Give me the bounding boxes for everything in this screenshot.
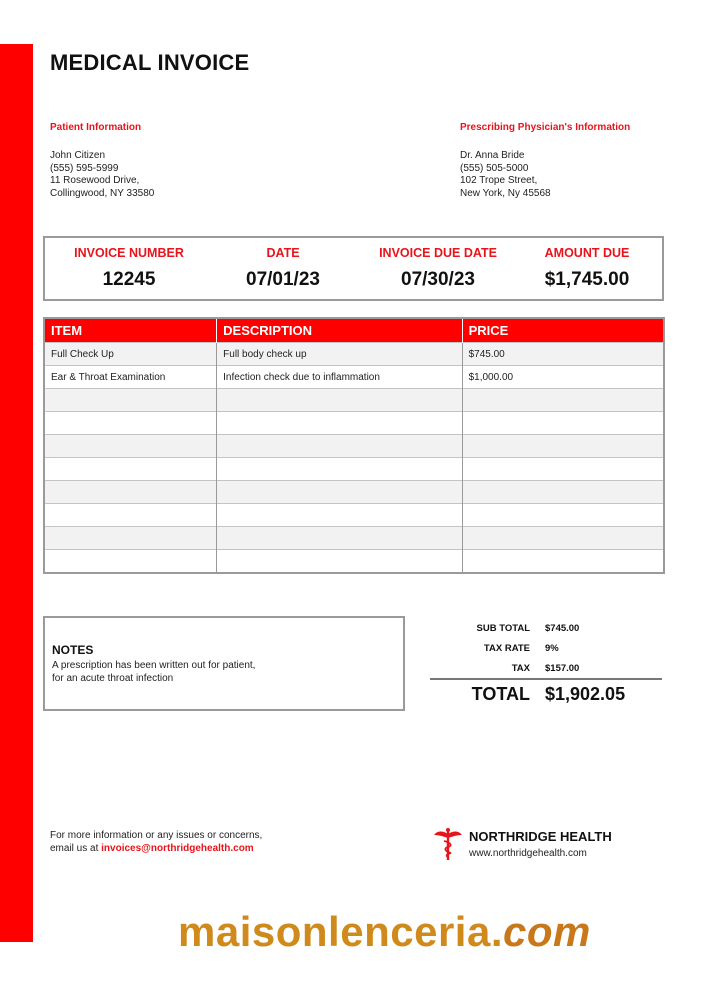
column-header-price: PRICE [462,318,664,343]
notes-line-2: for an acute throat infection [52,672,174,684]
invoice-date-value: 07/01/23 [246,269,320,290]
price-cell [462,389,664,412]
price-cell: $745.00 [462,343,664,366]
item-cell [44,550,217,574]
physician-phone: (555) 505-5000 [460,162,529,174]
item-cell [44,435,217,458]
table-row [44,389,664,412]
column-header-item: ITEM [44,318,217,343]
item-cell [44,458,217,481]
watermark [178,908,591,956]
invoice-items-table [43,317,665,574]
contact-email-link[interactable]: invoices@northridgehealth.com [101,843,254,854]
table-row [44,343,664,366]
price-cell [462,412,664,435]
subtotal-value: $745.00 [545,623,580,634]
brand-name: NORTHRIDGE HEALTH [469,829,612,844]
item-cell [44,527,217,550]
patient-name: John Citizen [50,150,106,161]
tax-value: $157.00 [545,663,580,674]
table-row [44,458,664,481]
contact-line-2 [50,842,262,855]
item-cell [44,481,217,504]
notes-text [52,660,255,685]
table-row [44,435,664,458]
description-cell [217,527,462,550]
subtotal-label: SUB TOTAL [476,623,530,634]
table-row [44,550,664,574]
brand-website-link[interactable]: www.northridgehealth.com [469,848,587,859]
patient-info-block [50,150,154,200]
invoice-due-date-label: INVOICE DUE DATE [379,246,497,260]
item-cell: Full Check Up [44,343,217,366]
amount-due-cell [517,238,657,291]
description-cell [217,550,462,574]
item-cell [44,389,217,412]
invoice-number-value: 12245 [102,269,156,290]
total-divider [430,678,662,680]
physician-address-line2: New York, Ny 45568 [460,187,551,199]
item-cell [44,412,217,435]
invoice-number-cell [55,238,203,291]
description-cell [217,504,462,527]
price-cell [462,527,664,550]
price-cell [462,481,664,504]
description-cell [217,458,462,481]
amount-due-value: $1,745.00 [544,269,630,290]
description-cell: Infection check due to inflammation [217,366,462,389]
table-row [44,412,664,435]
caduceus-icon [433,826,463,862]
patient-phone: (555) 595-5999 [50,162,119,174]
price-cell [462,458,664,481]
table-row [44,366,664,389]
contact-prefix: email us at [50,843,102,854]
patient-address-line2: Collingwood, NY 33580 [50,187,155,199]
invoice-date-cell [208,238,358,291]
description-cell [217,435,462,458]
invoice-due-date-cell [363,238,513,291]
description-cell: Full body check up [217,343,462,366]
column-header-description: DESCRIPTION [217,318,462,343]
price-cell: $1,000.00 [462,366,664,389]
invoice-date-label: DATE [266,246,300,260]
price-cell [462,550,664,574]
table-row [44,527,664,550]
invoice-number-label: INVOICE NUMBER [74,246,184,260]
price-cell [462,435,664,458]
notes-title: NOTES [52,643,94,657]
tax-rate-value: 9% [545,643,559,654]
total-label: TOTAL [471,684,530,704]
table-header-row [44,318,664,343]
physician-address-line1: 102 Trope Street, [460,175,538,186]
patient-address-line1: 11 Rosewood Drive, [50,175,140,186]
description-cell [217,389,462,412]
table-row [44,481,664,504]
table-row [44,504,664,527]
page-title: MEDICAL INVOICE [50,50,250,75]
contact-line-1: For more information or any issues or concerns, [50,830,263,841]
physician-info-label: Prescribing Physician's Information [460,122,631,133]
notes-line-1: A prescription has been written out for patient, [52,660,256,671]
tax-rate-label: TAX RATE [483,643,530,654]
price-cell [462,504,664,527]
description-cell [217,481,462,504]
physician-name: Dr. Anna Bride [460,150,525,161]
description-cell [217,412,462,435]
item-cell [44,504,217,527]
item-cell: Ear & Throat Examination [44,366,217,389]
tax-label: TAX [511,663,530,674]
invoice-due-date-value: 07/30/23 [401,269,475,290]
physician-info-block [460,150,551,200]
watermark-tld: com [502,908,591,955]
contact-info [50,829,262,855]
invoice-summary-box [43,236,664,301]
watermark-name: maisonlenceria. [178,908,503,955]
total-value: $1,902.05 [545,684,626,704]
notes-box [43,616,405,711]
patient-info-label: Patient Information [50,122,142,133]
amount-due-label: AMOUNT DUE [544,246,630,260]
accent-side-bar [0,44,33,942]
